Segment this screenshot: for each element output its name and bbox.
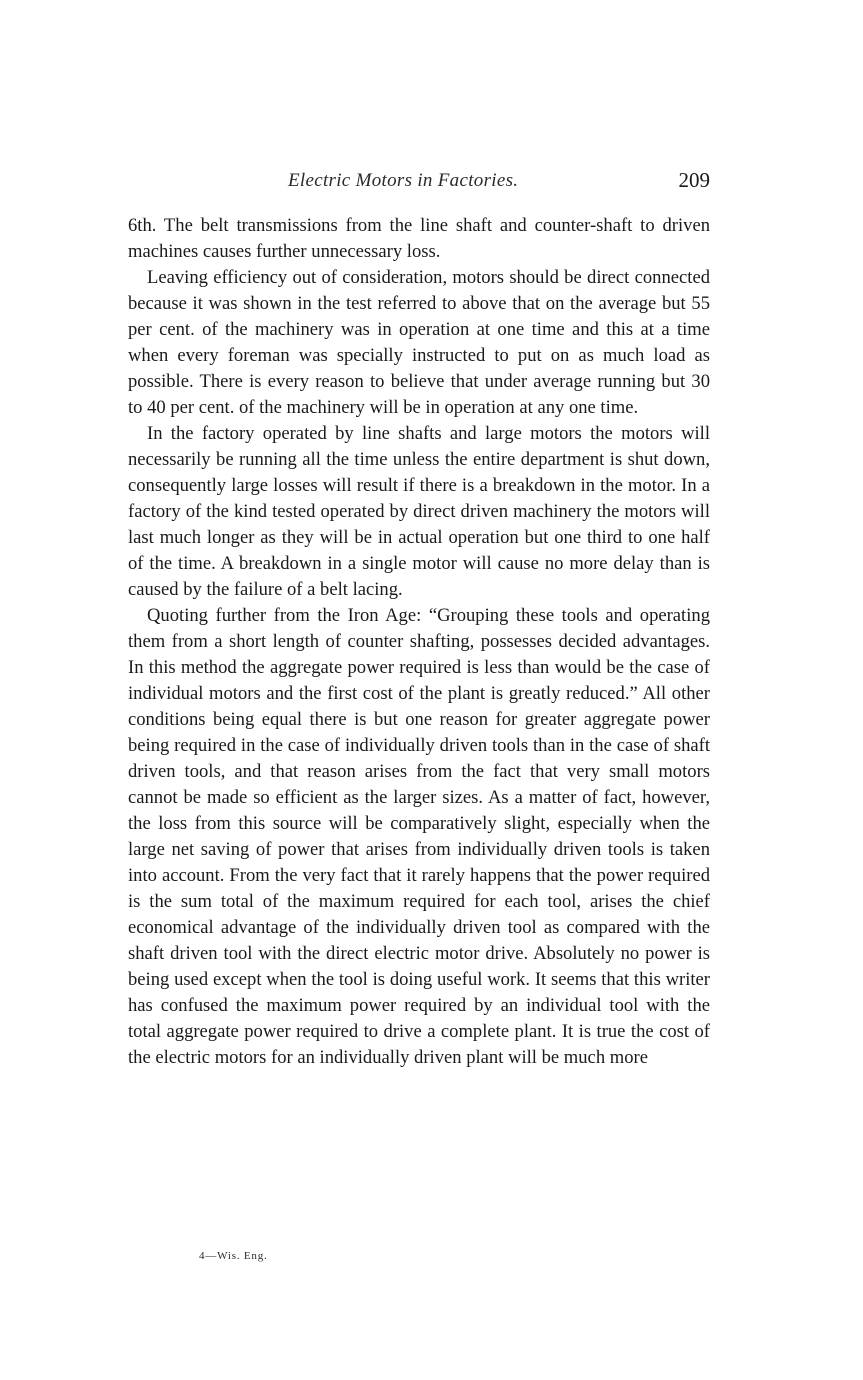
running-title: Electric Motors in Factories. bbox=[288, 170, 519, 191]
paragraph-line-shafts: In the factory operated by line shafts and large motors the motors will necessarily be running all the time unless the entire department is shut down, consequently large losses will result if there is a breakdown in the motor. In a factory of the kind tested operated by direct driven machinery the motors will last much longer as they will be in actual operation but one third to one half of the time. A breakdown in a single motor will cause no more delay than is caused by the failure of a belt lacing. bbox=[128, 423, 710, 600]
page-number: 209 bbox=[678, 168, 710, 192]
running-head bbox=[128, 170, 710, 198]
body-text bbox=[128, 213, 710, 1071]
paragraph-sixth-point: 6th. The belt transmissions from the line shaft and counter-shaft to driven machines causes further unnecessary loss. bbox=[128, 215, 710, 262]
signature-mark: 4—Wis. Eng. bbox=[199, 1250, 268, 1262]
paragraph-iron-age-quote: Quoting further from the Iron Age: “Grouping these tools and operating them from a short length of counter shafting, possesses decided advantages. In this method the aggregate power required is less than would be the case of individual motors and the first cost of the plant is greatly reduced.” All other conditions being equal there is but one reason for greater aggregate power being required in the case of individually driven tools than in the case of shaft driven tools, and that reason arises from the fact that very small motors cannot be made so efficient as the larger sizes. As a matter of fact, however, the loss from this source will be comparatively slight, especially when the large net saving of power that arises from individually driven tools is taken into account. From the very fact that it rarely happens that the power required is the sum total of the maximum required for each tool, arises the chief economical advantage of the individually driven tool as compared with the shaft driven tool with the direct electric motor drive. Absolutely no power is being used except when the tool is doing useful work. It seems that this writer has confused the maximum power required by an individual tool with the total aggregate power required to drive a complete plant. It is true the cost of the electric motors for an individually driven plant will be much more bbox=[128, 605, 710, 1068]
paragraph-efficiency: Leaving efficiency out of consideration, motors should be direct connected because it was shown in the test referred to above that on the average but 55 per cent. of the machinery was in operation at one time and this at a time when every foreman was specially instructed to put on as much load as possible. There is every reason to believe that under average running but 30 to 40 per cent. of the machinery will be in operation at any one time. bbox=[128, 267, 710, 418]
